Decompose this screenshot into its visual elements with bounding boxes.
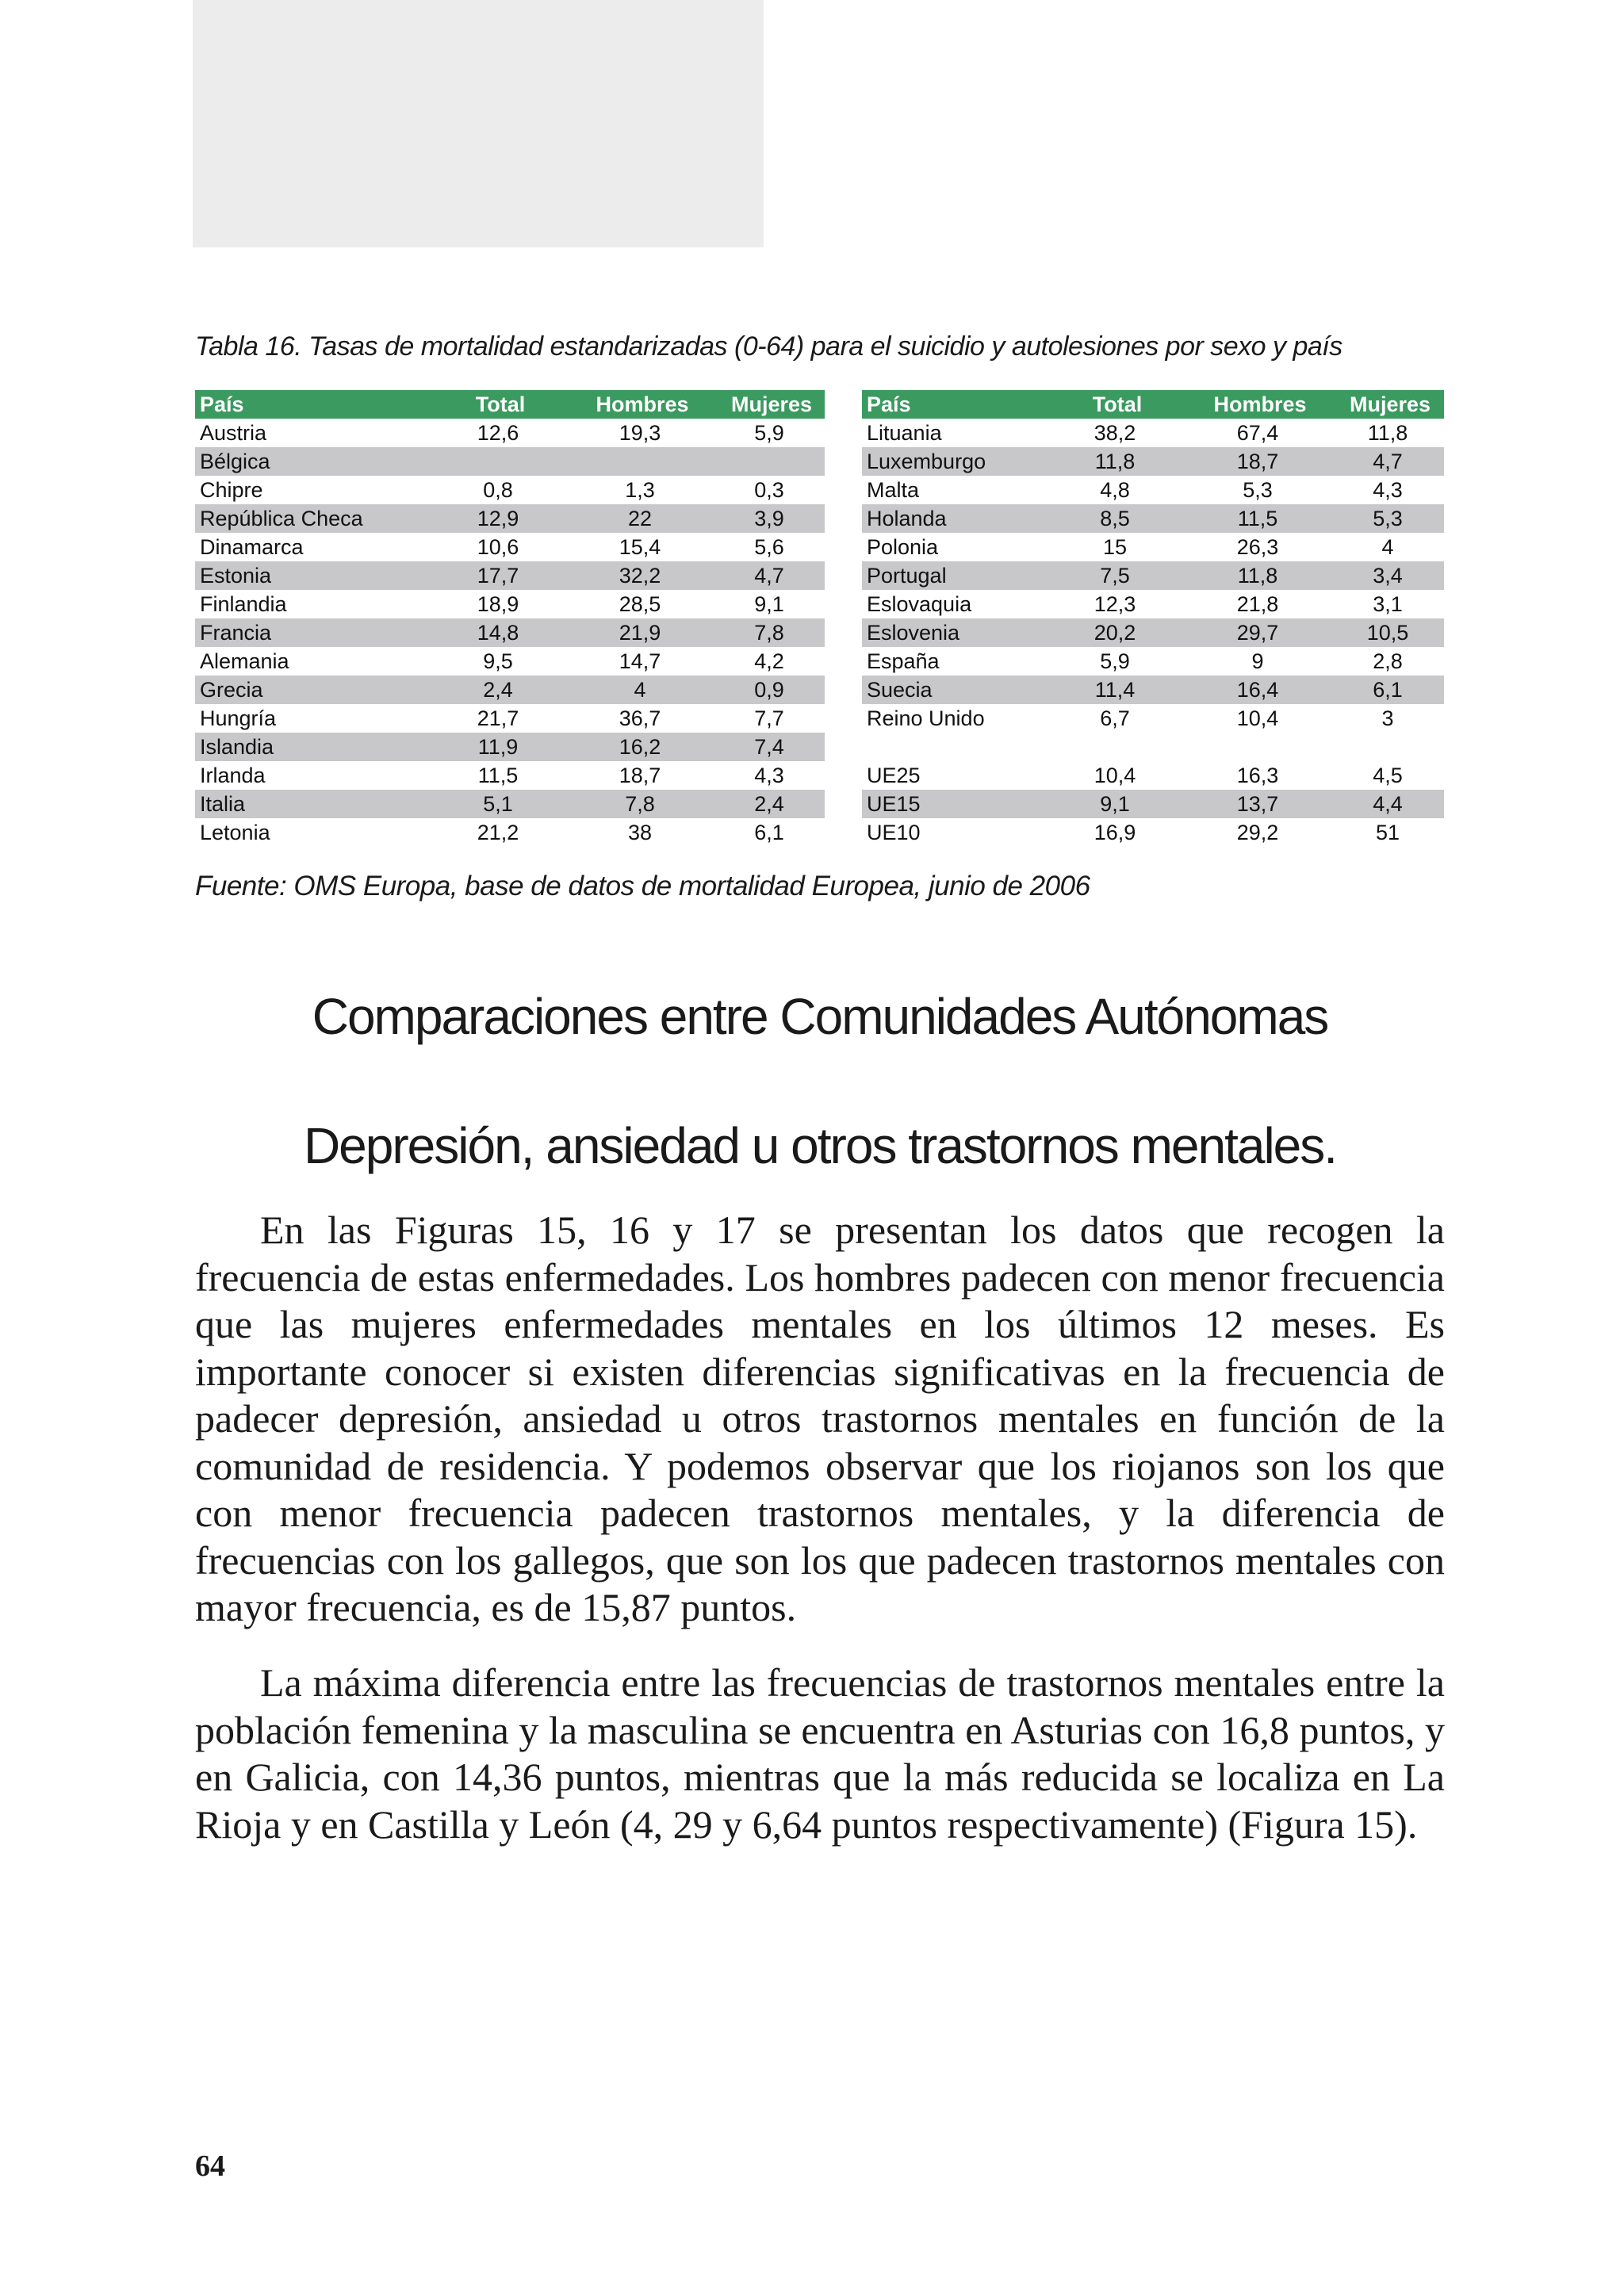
cell-men: 21,9: [566, 618, 714, 647]
table-caption: Tabla 16. Tasas de mortalidad estandarizadas (0-64) para el suicidio y autolesiones por sexo y país: [195, 331, 1342, 362]
table-row: [195, 790, 825, 818]
cell-women: 5,6: [754, 535, 784, 559]
cell-country: Bélgica: [195, 447, 430, 476]
cell-total: 11,4: [1046, 676, 1184, 704]
column-header-women: Mujeres: [714, 390, 825, 419]
cell-total: 8,5: [1046, 504, 1184, 533]
cell-men: [566, 447, 714, 476]
cell-women: 0,9: [714, 676, 825, 704]
cell-men: 36,7: [619, 706, 661, 730]
cell-country: Suecia: [862, 676, 1046, 704]
cell-women: 4,3: [754, 764, 784, 787]
table-row: [862, 590, 1444, 618]
section-heading: Comparaciones entre Comunidades Autónomas: [312, 988, 1328, 1045]
cell-women: 4,4: [1331, 790, 1444, 818]
cell-women: 7,4: [714, 733, 825, 761]
cell-total: 17,7: [430, 561, 566, 590]
cell-women: 10,5: [1331, 618, 1444, 647]
cell-country: Alemania: [200, 649, 289, 673]
table-row: [862, 561, 1444, 590]
header-gray-block: [193, 0, 764, 247]
cell-total: 14,8: [430, 618, 566, 647]
cell-country: Italia: [195, 790, 430, 818]
table-row: [195, 818, 825, 847]
page-number: 64: [195, 2149, 225, 2183]
cell-country: Letonia: [200, 821, 270, 844]
cell-country: Estonia: [195, 561, 430, 590]
cell-total: [430, 447, 566, 476]
cell-women: 9,1: [754, 592, 784, 616]
mortality-table-left: [195, 390, 825, 847]
cell-total: 12,9: [430, 504, 566, 533]
cell-women: 2,8: [1373, 649, 1403, 673]
cell-women: 6,1: [1331, 676, 1444, 704]
cell-total: 11,9: [430, 733, 566, 761]
cell-total: 9,1: [1046, 790, 1184, 818]
cell-country: Reino Unido: [867, 706, 985, 730]
cell-women: 3: [1381, 706, 1394, 730]
table-row: [195, 533, 825, 561]
cell-country: Luxemburgo: [862, 447, 1046, 476]
table-row: [862, 618, 1444, 647]
subsection-heading: Depresión, ansiedad u otros trastornos mentales.: [303, 1117, 1337, 1174]
cell-men: 1,3: [625, 478, 655, 502]
cell-country: Irlanda: [200, 764, 266, 787]
column-header-men: Hombres: [1184, 390, 1331, 419]
cell-men: 4: [566, 676, 714, 704]
cell-country: [862, 733, 1046, 761]
cell-total: 10,6: [477, 535, 519, 559]
table-row: [862, 676, 1444, 704]
cell-total: 7,5: [1046, 561, 1184, 590]
table-row: [862, 447, 1444, 476]
cell-women: 3,1: [1373, 592, 1403, 616]
cell-men: 7,8: [566, 790, 714, 818]
table-row: [195, 419, 825, 447]
cell-total: 9,5: [483, 649, 513, 673]
cell-total: 16,9: [1094, 821, 1136, 844]
cell-total: 2,4: [430, 676, 566, 704]
cell-men: 67,4: [1236, 421, 1279, 445]
table-row: [862, 647, 1444, 676]
table-row: [195, 704, 825, 733]
cell-country: UE25: [867, 764, 921, 787]
cell-total: 38,2: [1094, 421, 1136, 445]
cell-women: 7,8: [714, 618, 825, 647]
cell-total: 11,8: [1046, 447, 1184, 476]
table-row: [195, 504, 825, 533]
cell-country: Eslovenia: [862, 618, 1046, 647]
mortality-table-right: [862, 390, 1444, 847]
cell-country: Islandia: [195, 733, 430, 761]
cell-country: España: [867, 649, 940, 673]
cell-women: 4,3: [1373, 478, 1403, 502]
cell-men: [1184, 733, 1331, 761]
cell-total: 15: [1102, 535, 1128, 559]
cell-men: 16,4: [1184, 676, 1331, 704]
cell-women: 6,1: [754, 821, 784, 844]
cell-women: 11,8: [1367, 421, 1408, 445]
cell-country: Chipre: [200, 478, 263, 502]
cell-men: 10,4: [1236, 706, 1279, 730]
table-header-row: [862, 390, 1444, 419]
cell-country: Portugal: [862, 561, 1046, 590]
cell-women: [714, 447, 825, 476]
cell-women: [1331, 733, 1444, 761]
cell-women: 4: [1381, 535, 1394, 559]
cell-women: 51: [1375, 821, 1400, 844]
column-header-country: País: [862, 390, 1046, 419]
column-header-total: Total: [1046, 390, 1184, 419]
table-row: [195, 647, 825, 676]
cell-country: República Checa: [195, 504, 430, 533]
cell-country: Dinamarca: [200, 535, 304, 559]
cell-total: 12,6: [477, 421, 519, 445]
cell-total: 21,7: [477, 706, 519, 730]
cell-country: Holanda: [862, 504, 1046, 533]
cell-men: 19,3: [619, 421, 661, 445]
cell-women: 4,7: [1331, 447, 1444, 476]
cell-men: 29,2: [1236, 821, 1279, 844]
cell-men: 9: [1251, 649, 1264, 673]
cell-country: Polonia: [867, 535, 939, 559]
cell-country: UE15: [862, 790, 1046, 818]
cell-total: [1046, 733, 1184, 761]
table-row: [862, 476, 1444, 504]
cell-total: 20,2: [1046, 618, 1184, 647]
table-row: [195, 733, 825, 761]
cell-women: 4,5: [1373, 764, 1403, 787]
cell-total: 18,9: [477, 592, 519, 616]
cell-men: 32,2: [566, 561, 714, 590]
column-header-men: Hombres: [566, 390, 714, 419]
table-row: [862, 733, 1444, 761]
table-row: [862, 761, 1444, 790]
cell-women: 5,3: [1331, 504, 1444, 533]
cell-country: Eslovaquia: [867, 592, 972, 616]
cell-total: 21,2: [477, 821, 519, 844]
cell-country: Francia: [195, 618, 430, 647]
table-row: [862, 419, 1444, 447]
cell-country: Finlandia: [200, 592, 287, 616]
cell-total: 4,8: [1100, 478, 1130, 502]
cell-men: 14,7: [619, 649, 661, 673]
cell-women: 2,4: [714, 790, 825, 818]
cell-men: 21,8: [1236, 592, 1279, 616]
cell-men: 13,7: [1184, 790, 1331, 818]
cell-men: 18,7: [619, 764, 661, 787]
cell-men: 28,5: [619, 592, 661, 616]
table-row: [195, 447, 825, 476]
cell-men: 38: [627, 821, 653, 844]
table-row: [195, 761, 825, 790]
cell-total: 11,5: [477, 764, 519, 787]
column-header-country: País: [195, 390, 430, 419]
cell-total: 12,3: [1094, 592, 1136, 616]
table-row: [862, 704, 1444, 733]
cell-total: 5,1: [430, 790, 566, 818]
table-row: [862, 533, 1444, 561]
body-paragraph-2: La máxima diferencia entre las frecuencias de trastornos mentales entre la población femenina y la masculina se encuentra en Asturias con 16,8 puntos, y en Galicia, con 14,36 puntos, mientras que la más reducida se localiza en La Rioja y en Castilla y León (4, 29 y 6,64 puntos respectivamente) (Figura 15).: [195, 1660, 1445, 1847]
cell-total: 10,4: [1094, 764, 1136, 787]
cell-men: 11,8: [1184, 561, 1331, 590]
table-row: [195, 561, 825, 590]
table-source-note: Fuente: OMS Europa, base de datos de mortalidad Europea, junio de 2006: [195, 871, 1090, 902]
cell-country: Malta: [867, 478, 920, 502]
table-row: [862, 790, 1444, 818]
cell-country: Austria: [200, 421, 267, 445]
cell-women: 3,9: [714, 504, 825, 533]
cell-country: Lituania: [867, 421, 942, 445]
cell-women: 4,2: [754, 649, 784, 673]
cell-men: 5,3: [1243, 478, 1273, 502]
table-row: [195, 476, 825, 504]
cell-men: 18,7: [1184, 447, 1331, 476]
cell-men: 15,4: [619, 535, 661, 559]
cell-country: Hungría: [200, 706, 277, 730]
cell-women: 7,7: [754, 706, 784, 730]
cell-women: 5,9: [754, 421, 784, 445]
cell-country: UE10: [867, 821, 921, 844]
cell-women: 0,3: [754, 478, 784, 502]
table-row: [195, 618, 825, 647]
cell-total: 6,7: [1100, 706, 1130, 730]
table-row: [195, 590, 825, 618]
cell-men: 16,2: [566, 733, 714, 761]
cell-women: 3,4: [1331, 561, 1444, 590]
cell-total: 0,8: [483, 478, 513, 502]
cell-total: 5,9: [1100, 649, 1130, 673]
table-row: [862, 504, 1444, 533]
cell-country: Grecia: [195, 676, 430, 704]
cell-men: 26,3: [1236, 535, 1279, 559]
table-row: [195, 676, 825, 704]
table-header-row: [195, 390, 825, 419]
body-paragraph-1: En las Figuras 15, 16 y 17 se presentan los datos que recogen la frecuencia de estas enfermedades. Los hombres padecen con menor frecuencia que las mujeres enfermedades mentales en los últimos 12 meses. Es importante conocer si existen diferencias significativas en la frecuencia de padecer depresión, ansiedad u otros trastornos mentales en función de la comunidad de residencia. Y podemos observar que los riojanos son los que con menor frecuencia padecen trastornos mentales, y la diferencia de frecuencias con los gallegos, que son los que padecen trastornos mentales con mayor frecuencia, es de 15,87 puntos.: [195, 1208, 1445, 1629]
cell-men: 11,5: [1184, 504, 1331, 533]
cell-men: 16,3: [1236, 764, 1279, 787]
column-header-women: Mujeres: [1331, 390, 1444, 419]
table-row: [862, 818, 1444, 847]
cell-women: 4,7: [714, 561, 825, 590]
column-header-total: Total: [430, 390, 566, 419]
cell-men: 29,7: [1184, 618, 1331, 647]
cell-men: 22: [566, 504, 714, 533]
